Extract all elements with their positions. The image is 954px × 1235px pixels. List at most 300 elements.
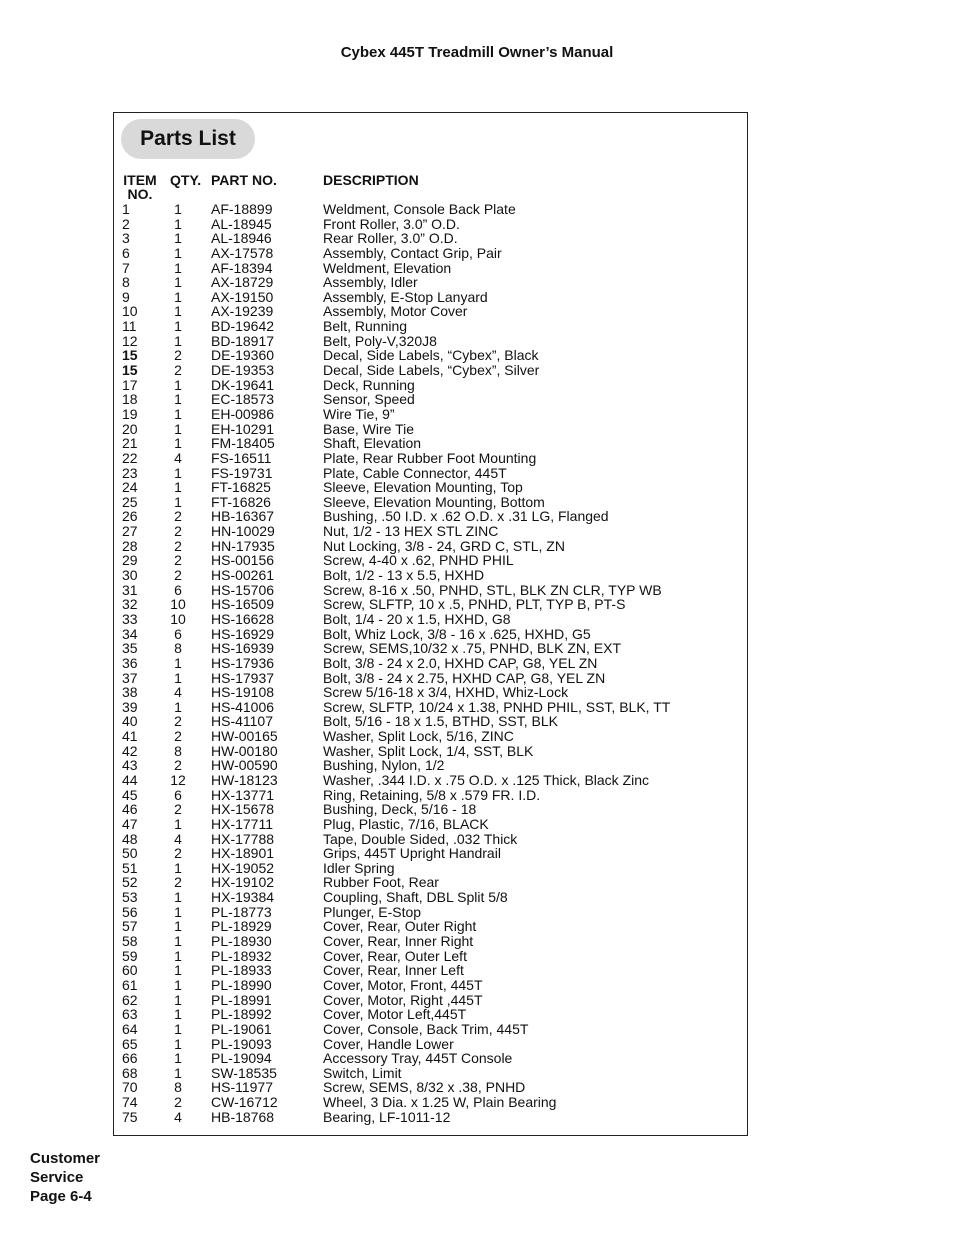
item-number-cell: 26 bbox=[122, 508, 138, 525]
qty-cell: 2 bbox=[174, 347, 182, 364]
description-cell: Nut Locking, 3/8 - 24, GRD C, STL, ZN bbox=[323, 537, 565, 554]
part-number-cell: HX-15678 bbox=[211, 801, 275, 818]
qty-cell: 2 bbox=[174, 713, 182, 730]
qty-cell: 6 bbox=[174, 581, 182, 598]
table-row bbox=[122, 304, 742, 319]
qty-cell: 2 bbox=[174, 508, 182, 525]
parts-list-panel bbox=[113, 112, 748, 1136]
table-row bbox=[122, 905, 742, 920]
part-number-cell: HX-19384 bbox=[211, 889, 275, 906]
footer-page-number: Page 6-4 bbox=[30, 1188, 92, 1205]
part-number-cell: PL-19061 bbox=[211, 1020, 272, 1037]
qty-cell: 1 bbox=[174, 815, 182, 832]
table-row bbox=[122, 495, 742, 510]
column-header-qty: QTY. bbox=[170, 172, 202, 188]
description-cell: Coupling, Shaft, DBL Split 5/8 bbox=[323, 889, 508, 906]
table-row bbox=[122, 348, 742, 363]
qty-cell: 4 bbox=[174, 830, 182, 847]
qty-cell: 2 bbox=[174, 362, 182, 379]
table-row bbox=[122, 1110, 742, 1125]
table-row bbox=[122, 1022, 742, 1037]
item-number-cell: 50 bbox=[122, 845, 138, 862]
part-number-cell: PL-18992 bbox=[211, 1006, 272, 1023]
table-row bbox=[122, 832, 742, 847]
manual-title-text: Cybex 445T Treadmill Owner’s Manual bbox=[340, 44, 614, 61]
table-row bbox=[122, 363, 742, 378]
item-number-cell: 44 bbox=[122, 771, 138, 788]
item-number-cell: 48 bbox=[122, 830, 138, 847]
description-cell: Screw, SLFTP, 10/24 x 1.38, PNHD PHIL, SST, BLK, TT bbox=[323, 698, 671, 715]
part-number-cell: HS-17937 bbox=[211, 669, 275, 686]
item-number-cell: 52 bbox=[122, 874, 138, 891]
part-number-cell: FT-16826 bbox=[211, 493, 271, 510]
qty-cell: 1 bbox=[174, 669, 182, 686]
item-number-cell: 3 bbox=[122, 230, 130, 247]
description-cell: Switch, Limit bbox=[323, 1064, 402, 1081]
part-number-cell: HX-19052 bbox=[211, 859, 275, 876]
part-number-cell: CW-16712 bbox=[211, 1094, 278, 1111]
item-number-cell: 25 bbox=[122, 493, 138, 510]
item-number-cell: 37 bbox=[122, 669, 138, 686]
description-cell: Plug, Plastic, 7/16, BLACK bbox=[323, 815, 489, 832]
description-cell: Belt, Poly-V,320J8 bbox=[323, 332, 437, 349]
item-number-cell: 41 bbox=[122, 728, 138, 745]
description-cell: Cover, Motor, Right ,445T bbox=[323, 991, 483, 1008]
qty-cell: 1 bbox=[174, 215, 182, 232]
qty-cell: 1 bbox=[174, 947, 182, 964]
description-cell: Ring, Retaining, 5/8 x .579 FR. I.D. bbox=[323, 786, 541, 803]
item-number-cell: 21 bbox=[122, 435, 138, 452]
item-number-cell: 46 bbox=[122, 801, 138, 818]
qty-cell: 1 bbox=[174, 1020, 182, 1037]
description-cell: Bolt, 3/8 - 24 x 2.0, HXHD CAP, G8, YEL ZN bbox=[323, 654, 598, 671]
table-row bbox=[122, 1080, 742, 1095]
item-number-cell: 36 bbox=[122, 654, 138, 671]
item-number-cell: 53 bbox=[122, 889, 138, 906]
qty-cell: 1 bbox=[174, 1035, 182, 1052]
qty-cell: 1 bbox=[174, 405, 182, 422]
table-row bbox=[122, 1007, 742, 1022]
table-row bbox=[122, 875, 742, 890]
table-row bbox=[122, 802, 742, 817]
description-cell: Cover, Console, Back Trim, 445T bbox=[323, 1020, 529, 1037]
table-row bbox=[122, 290, 742, 305]
qty-cell: 1 bbox=[174, 376, 182, 393]
part-number-cell: HB-16367 bbox=[211, 508, 275, 525]
qty-cell: 1 bbox=[174, 420, 182, 437]
description-cell: Decal, Side Labels, “Cybex”, Black bbox=[323, 347, 539, 364]
qty-cell: 2 bbox=[174, 757, 182, 774]
column-header-description: DESCRIPTION bbox=[323, 172, 419, 188]
description-cell: Screw, 8-16 x .50, PNHD, STL, BLK ZN CLR, TYP WB bbox=[323, 581, 662, 598]
description-cell: Cover, Rear, Inner Right bbox=[323, 933, 474, 950]
part-number-cell: HX-17788 bbox=[211, 830, 275, 847]
part-number-cell: PL-18930 bbox=[211, 933, 272, 950]
qty-cell: 1 bbox=[174, 933, 182, 950]
table-row bbox=[122, 729, 742, 744]
part-number-cell: HW-00165 bbox=[211, 728, 278, 745]
table-row bbox=[122, 612, 742, 627]
part-number-cell: PL-18929 bbox=[211, 918, 272, 935]
qty-cell: 1 bbox=[174, 244, 182, 261]
part-number-cell: AF-18899 bbox=[211, 201, 273, 217]
description-cell: Rear Roller, 3.0” O.D. bbox=[323, 230, 458, 247]
parts-table-body bbox=[122, 202, 742, 1124]
description-cell: Bolt, 1/4 - 20 x 1.5, HXHD, G8 bbox=[323, 610, 511, 627]
table-row bbox=[122, 466, 742, 481]
description-cell: Screw, 4-40 x .62, PNHD PHIL bbox=[323, 552, 514, 569]
part-number-cell: DE-19353 bbox=[211, 362, 275, 379]
description-cell: Cover, Rear, Outer Right bbox=[323, 918, 477, 935]
item-number-cell: 35 bbox=[122, 640, 138, 657]
qty-cell: 2 bbox=[174, 874, 182, 891]
part-number-cell: EH-10291 bbox=[211, 420, 275, 437]
part-number-cell: AX-19239 bbox=[211, 303, 274, 320]
table-row bbox=[122, 202, 742, 217]
description-cell: Deck, Running bbox=[323, 376, 415, 393]
description-cell: Screw, SEMS, 8/32 x .38, PNHD bbox=[323, 1079, 526, 1096]
table-row bbox=[122, 627, 742, 642]
part-number-cell: DE-19360 bbox=[211, 347, 275, 364]
qty-cell: 2 bbox=[174, 801, 182, 818]
description-cell: Assembly, Idler bbox=[323, 274, 418, 291]
part-number-cell: HN-17935 bbox=[211, 537, 275, 554]
qty-cell: 6 bbox=[174, 786, 182, 803]
description-cell: Accessory Tray, 445T Console bbox=[323, 1050, 513, 1067]
part-number-cell: BD-18917 bbox=[211, 332, 275, 349]
table-row bbox=[122, 758, 742, 773]
qty-cell: 1 bbox=[174, 288, 182, 305]
section-title: Parts List bbox=[121, 119, 255, 159]
part-number-cell: AX-18729 bbox=[211, 274, 274, 291]
part-number-cell: AF-18394 bbox=[211, 259, 273, 276]
description-cell: Cover, Handle Lower bbox=[323, 1035, 454, 1052]
part-number-cell: HX-17711 bbox=[211, 815, 274, 832]
part-number-cell: EC-18573 bbox=[211, 391, 275, 408]
part-number-cell: AL-18946 bbox=[211, 230, 272, 247]
description-cell: Assembly, E-Stop Lanyard bbox=[323, 288, 488, 305]
item-number-cell: 58 bbox=[122, 933, 138, 950]
item-number-cell: 24 bbox=[122, 479, 138, 496]
item-number-cell: 20 bbox=[122, 420, 138, 437]
item-number-cell: 34 bbox=[122, 625, 138, 642]
item-number-cell: 74 bbox=[122, 1094, 138, 1111]
qty-cell: 8 bbox=[174, 640, 182, 657]
description-cell: Plunger, E-Stop bbox=[323, 903, 422, 920]
item-number-cell: 40 bbox=[122, 713, 138, 730]
table-row bbox=[122, 744, 742, 759]
part-number-cell: PL-18991 bbox=[211, 991, 272, 1008]
table-row bbox=[122, 1037, 742, 1052]
qty-cell: 4 bbox=[174, 684, 182, 701]
table-row bbox=[122, 656, 742, 671]
table-row bbox=[122, 524, 742, 539]
qty-cell: 8 bbox=[174, 1079, 182, 1096]
table-row bbox=[122, 378, 742, 393]
description-cell: Bolt, 1/2 - 13 x 5.5, HXHD bbox=[323, 567, 485, 584]
qty-cell: 2 bbox=[174, 552, 182, 569]
table-row bbox=[122, 1066, 742, 1081]
footer-line-service: Service bbox=[30, 1169, 84, 1186]
description-cell: Bolt, 3/8 - 24 x 2.75, HXHD CAP, G8, YEL ZN bbox=[323, 669, 606, 686]
table-row bbox=[122, 788, 742, 803]
item-number-cell: 27 bbox=[122, 523, 138, 540]
part-number-cell: FM-18405 bbox=[211, 435, 275, 452]
part-number-cell: HS-16628 bbox=[211, 610, 275, 627]
item-number-cell: 2 bbox=[122, 215, 130, 232]
description-cell: Bushing, Nylon, 1/2 bbox=[323, 757, 445, 774]
qty-cell: 1 bbox=[174, 318, 182, 335]
table-row bbox=[122, 890, 742, 905]
table-row bbox=[122, 451, 742, 466]
description-cell: Front Roller, 3.0” O.D. bbox=[323, 215, 460, 232]
table-row bbox=[122, 480, 742, 495]
description-cell: Washer, Split Lock, 1/4, SST, BLK bbox=[323, 742, 534, 759]
item-number-cell: 19 bbox=[122, 405, 138, 422]
item-number-cell: 64 bbox=[122, 1020, 138, 1037]
qty-cell: 2 bbox=[174, 567, 182, 584]
description-cell: Belt, Running bbox=[323, 318, 408, 335]
part-number-cell: PL-18990 bbox=[211, 976, 272, 993]
item-number-cell: 39 bbox=[122, 698, 138, 715]
item-number-cell: 8 bbox=[122, 274, 130, 291]
part-number-cell: HX-18901 bbox=[211, 845, 275, 862]
column-header-part-no: PART NO. bbox=[211, 172, 277, 188]
qty-cell: 2 bbox=[174, 845, 182, 862]
part-number-cell: SW-18535 bbox=[211, 1064, 277, 1081]
item-number-cell: 22 bbox=[122, 449, 138, 466]
qty-cell: 10 bbox=[170, 610, 186, 627]
part-number-cell: PL-18933 bbox=[211, 962, 272, 979]
table-row bbox=[122, 217, 742, 232]
item-number-cell: 63 bbox=[122, 1006, 138, 1023]
description-cell: Wire Tie, 9” bbox=[323, 405, 395, 422]
column-header-item-line1: ITEM bbox=[123, 172, 157, 188]
table-row bbox=[122, 436, 742, 451]
item-number-cell: 75 bbox=[122, 1108, 138, 1125]
qty-cell: 4 bbox=[174, 1108, 182, 1125]
part-number-cell: HX-13771 bbox=[211, 786, 275, 803]
qty-cell: 1 bbox=[174, 391, 182, 408]
qty-cell: 4 bbox=[174, 449, 182, 466]
table-row bbox=[122, 568, 742, 583]
item-number-cell: 10 bbox=[122, 303, 138, 320]
description-cell: Bolt, 5/16 - 18 x 1.5, BTHD, SST, BLK bbox=[323, 713, 558, 730]
qty-cell: 1 bbox=[174, 962, 182, 979]
item-number-cell: 29 bbox=[122, 552, 138, 569]
table-row bbox=[122, 919, 742, 934]
description-cell: Idler Spring bbox=[323, 859, 395, 876]
item-number-cell: 70 bbox=[122, 1079, 138, 1096]
part-number-cell: PL-18932 bbox=[211, 947, 272, 964]
part-number-cell: HS-15706 bbox=[211, 581, 275, 598]
description-cell: Wheel, 3 Dia. x 1.25 W, Plain Bearing bbox=[323, 1094, 557, 1111]
description-cell: Weldment, Console Back Plate bbox=[323, 201, 516, 217]
qty-cell: 1 bbox=[174, 274, 182, 291]
footer-line-customer: Customer bbox=[30, 1150, 101, 1167]
item-number-cell: 43 bbox=[122, 757, 138, 774]
description-cell: Sleeve, Elevation Mounting, Bottom bbox=[323, 493, 545, 510]
description-cell: Plate, Cable Connector, 445T bbox=[323, 464, 507, 481]
description-cell: Weldment, Elevation bbox=[323, 259, 452, 276]
part-number-cell: HW-00180 bbox=[211, 742, 278, 759]
table-row bbox=[122, 231, 742, 246]
qty-cell: 12 bbox=[170, 771, 186, 788]
part-number-cell: DK-19641 bbox=[211, 376, 275, 393]
table-row bbox=[122, 1095, 742, 1110]
part-number-cell: HS-41107 bbox=[211, 713, 274, 730]
table-row bbox=[122, 846, 742, 861]
qty-cell: 1 bbox=[174, 230, 182, 247]
description-cell: Rubber Foot, Rear bbox=[323, 874, 439, 891]
part-number-cell: HX-19102 bbox=[211, 874, 275, 891]
qty-cell: 2 bbox=[174, 728, 182, 745]
table-row bbox=[122, 246, 742, 261]
item-number-cell: 60 bbox=[122, 962, 138, 979]
item-number-cell: 38 bbox=[122, 684, 138, 701]
qty-cell: 8 bbox=[174, 742, 182, 759]
part-number-cell: HS-00261 bbox=[211, 567, 275, 584]
qty-cell: 1 bbox=[174, 303, 182, 320]
description-cell: Bearing, LF-1011-12 bbox=[323, 1108, 451, 1125]
page-footer bbox=[30, 1149, 100, 1206]
item-number-cell: 65 bbox=[122, 1035, 138, 1052]
part-number-cell: HS-41006 bbox=[211, 698, 275, 715]
table-row bbox=[122, 671, 742, 686]
part-number-cell: PL-18773 bbox=[211, 903, 272, 920]
description-cell: Cover, Rear, Inner Left bbox=[323, 962, 464, 979]
table-row bbox=[122, 773, 742, 788]
description-cell: Washer, Split Lock, 5/16, ZINC bbox=[323, 728, 514, 745]
description-cell: Bushing, Deck, 5/16 - 18 bbox=[323, 801, 477, 818]
description-cell: Screw, SLFTP, 10 x .5, PNHD, PLT, TYP B, PT-S bbox=[323, 596, 626, 613]
item-number-cell: 51 bbox=[122, 859, 138, 876]
table-row bbox=[122, 817, 742, 832]
table-row bbox=[122, 993, 742, 1008]
qty-cell: 2 bbox=[174, 537, 182, 554]
part-number-cell: AX-19150 bbox=[211, 288, 274, 305]
qty-cell: 1 bbox=[174, 493, 182, 510]
part-number-cell: PL-19093 bbox=[211, 1035, 272, 1052]
table-row bbox=[122, 422, 742, 437]
item-number-cell: 18 bbox=[122, 391, 138, 408]
item-number-cell: 47 bbox=[122, 815, 138, 832]
item-number-cell: 31 bbox=[122, 581, 138, 598]
qty-cell: 1 bbox=[174, 479, 182, 496]
qty-cell: 1 bbox=[174, 1006, 182, 1023]
qty-cell: 1 bbox=[174, 991, 182, 1008]
part-number-cell: HS-11977 bbox=[211, 1079, 274, 1096]
part-number-cell: HS-16509 bbox=[211, 596, 275, 613]
description-cell: Screw 5/16-18 x 3/4, HXHD, Whiz-Lock bbox=[323, 684, 569, 701]
manual-title bbox=[0, 44, 954, 61]
description-cell: Base, Wire Tie bbox=[323, 420, 415, 437]
qty-cell: 1 bbox=[174, 259, 182, 276]
part-number-cell: HS-16929 bbox=[211, 625, 275, 642]
item-number-cell: 61 bbox=[122, 976, 138, 993]
description-cell: Cover, Motor Left,445T bbox=[323, 1006, 467, 1023]
qty-cell: 1 bbox=[174, 654, 182, 671]
table-row bbox=[122, 714, 742, 729]
qty-cell: 6 bbox=[174, 625, 182, 642]
item-number-cell: 9 bbox=[122, 288, 130, 305]
part-number-cell: HS-00156 bbox=[211, 552, 275, 569]
item-number-cell: 57 bbox=[122, 918, 138, 935]
qty-cell: 1 bbox=[174, 1050, 182, 1067]
table-row bbox=[122, 700, 742, 715]
table-row bbox=[122, 539, 742, 554]
table-row bbox=[122, 392, 742, 407]
part-number-cell: HS-16939 bbox=[211, 640, 275, 657]
part-number-cell: BD-19642 bbox=[211, 318, 275, 335]
table-row bbox=[122, 553, 742, 568]
table-row bbox=[122, 597, 742, 612]
qty-cell: 1 bbox=[174, 698, 182, 715]
qty-cell: 1 bbox=[174, 903, 182, 920]
item-number-cell: 6 bbox=[122, 244, 130, 261]
description-cell: Bolt, Whiz Lock, 3/8 - 16 x .625, HXHD, G5 bbox=[323, 625, 591, 642]
item-number-cell: 15 bbox=[122, 362, 138, 379]
description-cell: Washer, .344 I.D. x .75 O.D. x .125 Thick, Black Zinc bbox=[323, 771, 650, 788]
description-cell: Screw, SEMS,10/32 x .75, PNHD, BLK ZN, EXT bbox=[323, 640, 621, 657]
item-number-cell: 30 bbox=[122, 567, 138, 584]
qty-cell: 1 bbox=[174, 464, 182, 481]
table-row bbox=[122, 1051, 742, 1066]
table-row bbox=[122, 641, 742, 656]
qty-cell: 1 bbox=[174, 976, 182, 993]
part-number-cell: HN-10029 bbox=[211, 523, 275, 540]
table-row bbox=[122, 407, 742, 422]
description-cell: Tape, Double Sided, .032 Thick bbox=[323, 830, 518, 847]
qty-cell: 1 bbox=[174, 435, 182, 452]
item-number-cell: 62 bbox=[122, 991, 138, 1008]
table-row bbox=[122, 509, 742, 524]
qty-cell: 10 bbox=[170, 596, 186, 613]
part-number-cell: HS-19108 bbox=[211, 684, 275, 701]
part-number-cell: AL-18945 bbox=[211, 215, 272, 232]
table-row bbox=[122, 261, 742, 276]
item-number-cell: 23 bbox=[122, 464, 138, 481]
item-number-cell: 15 bbox=[122, 347, 138, 364]
table-row bbox=[122, 963, 742, 978]
column-header-item bbox=[122, 173, 158, 201]
table-row bbox=[122, 583, 742, 598]
qty-cell: 1 bbox=[174, 918, 182, 935]
description-cell: Decal, Side Labels, “Cybex”, Silver bbox=[323, 362, 540, 379]
description-cell: Assembly, Contact Grip, Pair bbox=[323, 244, 502, 261]
item-number-cell: 12 bbox=[122, 332, 138, 349]
qty-cell: 1 bbox=[174, 332, 182, 349]
item-number-cell: 68 bbox=[122, 1064, 138, 1081]
table-row bbox=[122, 949, 742, 964]
description-cell: Bushing, .50 I.D. x .62 O.D. x .31 LG, Flanged bbox=[323, 508, 609, 525]
qty-cell: 1 bbox=[174, 859, 182, 876]
qty-cell: 1 bbox=[174, 889, 182, 906]
description-cell: Nut, 1/2 - 13 HEX STL ZINC bbox=[323, 523, 499, 540]
qty-cell: 2 bbox=[174, 523, 182, 540]
item-number-cell: 45 bbox=[122, 786, 138, 803]
table-row bbox=[122, 685, 742, 700]
table-row bbox=[122, 319, 742, 334]
table-row bbox=[122, 861, 742, 876]
item-number-cell: 33 bbox=[122, 610, 138, 627]
part-number-cell: FS-19731 bbox=[211, 464, 273, 481]
item-number-cell: 1 bbox=[122, 201, 130, 217]
item-number-cell: 17 bbox=[122, 376, 138, 393]
qty-cell: 1 bbox=[174, 201, 182, 217]
qty-cell: 2 bbox=[174, 1094, 182, 1111]
table-row bbox=[122, 334, 742, 349]
